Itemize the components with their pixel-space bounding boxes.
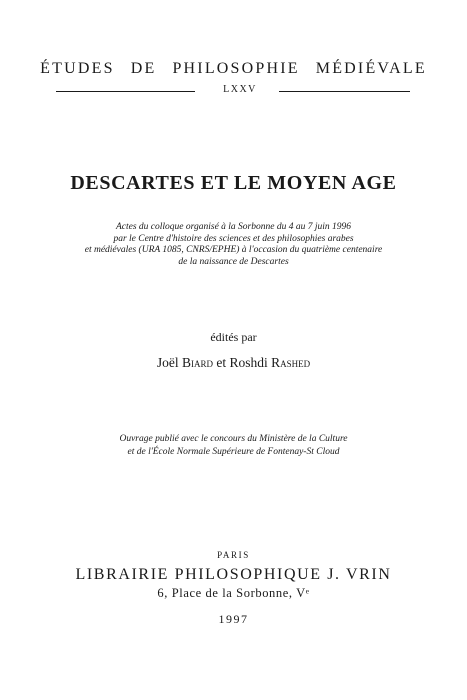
funding-note-line: Ouvrage publié avec le concours du Ministère de la Culture <box>119 434 348 444</box>
series-word: PHILOSOPHIE <box>172 60 300 77</box>
book-title: DESCARTES ET LE MOYEN AGE <box>70 172 397 194</box>
subtitle-line: Actes du colloque organisé à la Sorbonne du 4 au 7 juin 1996 <box>115 222 351 232</box>
edited-by-label: édités par <box>210 330 257 344</box>
editor-last-name: Rashed <box>271 355 311 370</box>
publication-year: 1997 <box>218 612 249 626</box>
book-subtitle <box>0 222 467 268</box>
series-word: DE <box>130 60 157 77</box>
series-word: ÉTUDES <box>40 60 115 77</box>
editor-last-name: Biard <box>181 355 213 370</box>
funding-note <box>0 433 467 459</box>
series-volume-number: LXXV <box>223 84 257 95</box>
series-rule <box>56 86 410 98</box>
divider-left <box>56 91 195 92</box>
editor-first-name: Joël <box>156 355 179 370</box>
editor-conjunction: et <box>216 355 227 370</box>
series-title <box>0 60 467 78</box>
imprint-city: PARIS <box>217 550 250 560</box>
editor-first-name: Roshdi <box>229 355 268 370</box>
funding-note-line: et de l'École Normale Supérieure de Fontenay-St Cloud <box>127 447 340 457</box>
subtitle-line: par le Centre d'histoire des sciences et des philosophies arabes <box>113 233 354 244</box>
publisher-name: LIBRAIRIE PHILOSOPHIQUE J. VRIN <box>75 566 392 583</box>
publisher-address: 6, Place de la Sorbonne, Vᵉ <box>157 586 310 600</box>
subtitle-line: et médiévales (URA 1085, CNRS/EPHE) à l'occasion du quatrième centenaire <box>84 245 383 256</box>
series-word: MÉDIÉVALE <box>315 60 427 77</box>
divider-right <box>279 91 410 92</box>
editors <box>0 355 467 371</box>
subtitle-line: de la naissance de Descartes <box>178 256 289 267</box>
